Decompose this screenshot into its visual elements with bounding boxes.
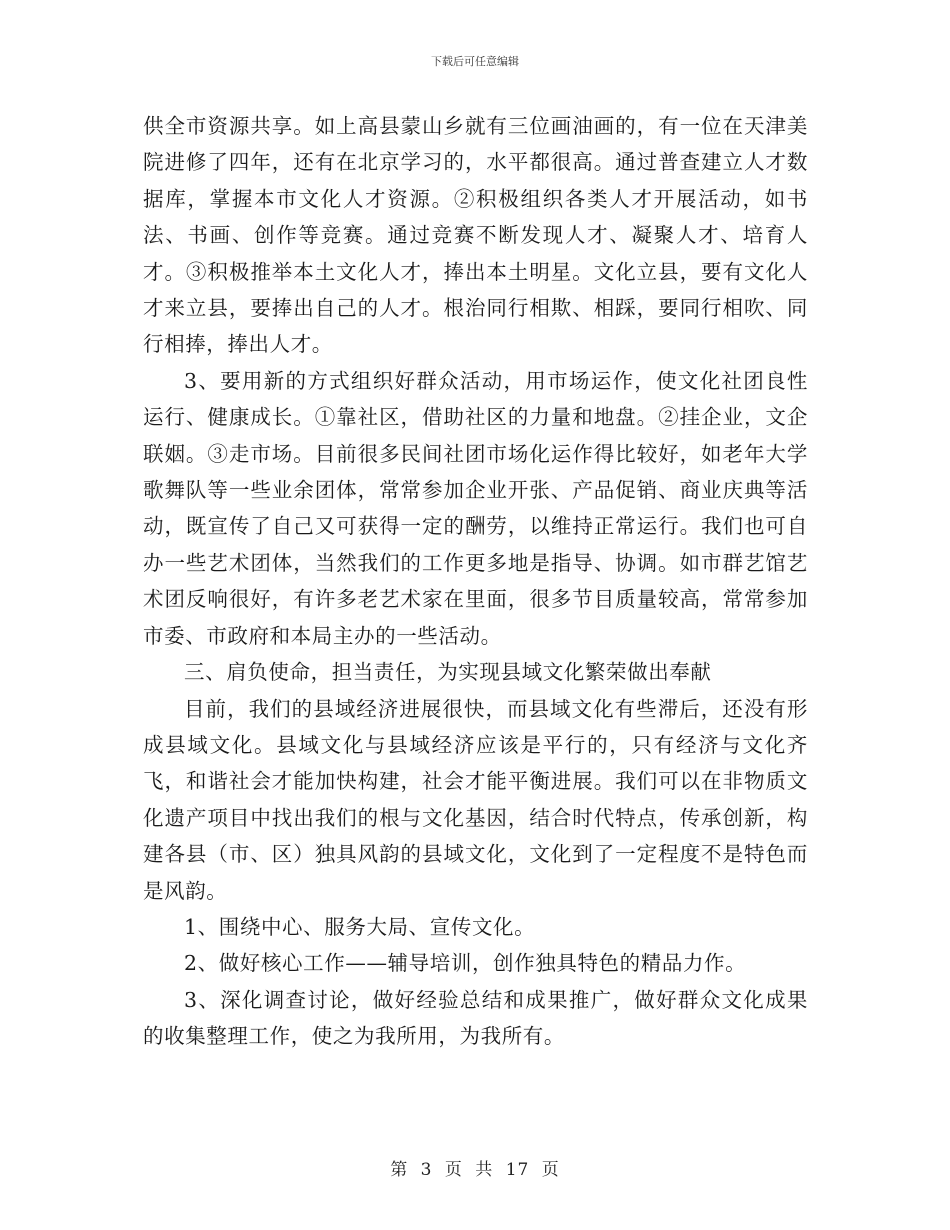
document-body xyxy=(143,108,808,1055)
page-header: 下载后可任意编辑 xyxy=(431,55,519,68)
list-item: 3、深化调查讨论，做好经验总结和成果推广，做好群众文化成果的收集整理工作，使之为我所用，为我所有。 xyxy=(143,987,808,1049)
list-item: 2、做好核心工作——辅导培训，创作独具特色的精品力作。 xyxy=(184,951,747,976)
page-number: 第 3 页 共 17 页 xyxy=(390,1160,560,1180)
list-item: 1、围绕中心、服务大局、宣传文化。 xyxy=(184,914,536,939)
paragraph: 目前，我们的县域经济进展很快，而县域文化有些滞后，还没有形成县域文化。县域文化与县域经济应该是平行的，只有经济与文化齐飞，和谐社会才能加快构建，社会才能平衡进展。我们可以在非物质文化遗产项目中找出我们的根与文化基因，结合时代特点，传承创新，构建各县（市、区）独具风韵的县域文化，文化到了一定程度不是特色而是风韵。 xyxy=(143,696,808,903)
section-heading: 三、肩负使命，担当责任，为实现县域文化繁荣做出奉献 xyxy=(184,660,712,685)
paragraph: 供全市资源共享。如上高县蒙山乡就有三位画油画的，有一位在天津美院进修了四年，还有在北京学习的，水平都很高。通过普查建立人才数据库，掌握本市文化人才资源。②积极组织各类人才开展活动，如书法、书画、创作等竞赛。通过竞赛不断发现人才、凝聚人才、培育人才。③积极推举本土文化人才，捧出本土明星。文化立县，要有文化人才来立县，要捧出自己的人才。根治同行相欺、相踩，要同行相吹、同行相捧，捧出人才。 xyxy=(143,114,808,357)
paragraph: 3、要用新的方式组织好群众活动，用市场运作，使文化社团良性运行、健康成长。①靠社区，借助社区的力量和地盘。②挂企业，文企联姻。③走市场。目前很多民间社团市场化运作得比较好，如老年大学歌舞队等一些业余团体，常常参加企业开张、产品促销、商业庆典等活动，既宣传了自己又可获得一定的酬劳，以维持正常运行。我们也可自办一些艺术团体，当然我们的工作更多地是指导、协调。如市群艺馆艺术团反响很好，有许多老艺术家在里面，很多节目质量较高，常常参加市委、市政府和本局主办的一些活动。 xyxy=(143,368,808,648)
